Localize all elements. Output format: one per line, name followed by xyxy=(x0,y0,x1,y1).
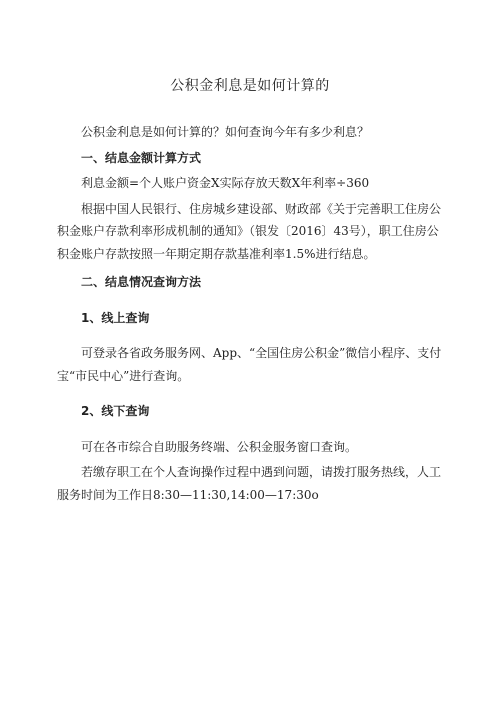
service-hotline-paragraph: 若缴存职工在个人查询操作过程中遇到问题，请拨打服务热线，人工服务时间为工作日8:30—11:30,14:00—17:30o xyxy=(57,465,442,502)
section-1-heading: 一、结息金额计算方式 xyxy=(81,150,202,165)
section-2-heading: 二、结息情况查询方法 xyxy=(81,275,202,289)
document-body xyxy=(57,121,449,506)
interest-formula: 利息金额=个人账户资金X实际存放天数X年利率÷360 xyxy=(81,176,370,190)
section-1-body: 根据中国人民银行、住房城乡建设部、财政部《关于完善职工住房公积金账户存款利率形成机制的通知》（银发〔2016〕43号），职工住房公积金账户存款按照一年期定期存款基准利率1.5%进行结息。 xyxy=(57,201,442,261)
online-query-body: 可登录各省政务服务网、App、“全国住房公积金”微信小程序、支付宝“市民中心”进行查询。 xyxy=(57,346,442,383)
online-query-heading: 1、线上查询 xyxy=(81,310,150,325)
document-title: 公积金利息是如何计算的 xyxy=(170,78,330,94)
offline-query-heading: 2、线下查询 xyxy=(81,404,150,418)
offline-query-body: 可在各市综合自助服务终端、公积金服务窗口查询。 xyxy=(81,439,358,454)
intro-paragraph: 公积金利息是如何计算的？如何查询今年有多少利息？ xyxy=(81,125,370,139)
